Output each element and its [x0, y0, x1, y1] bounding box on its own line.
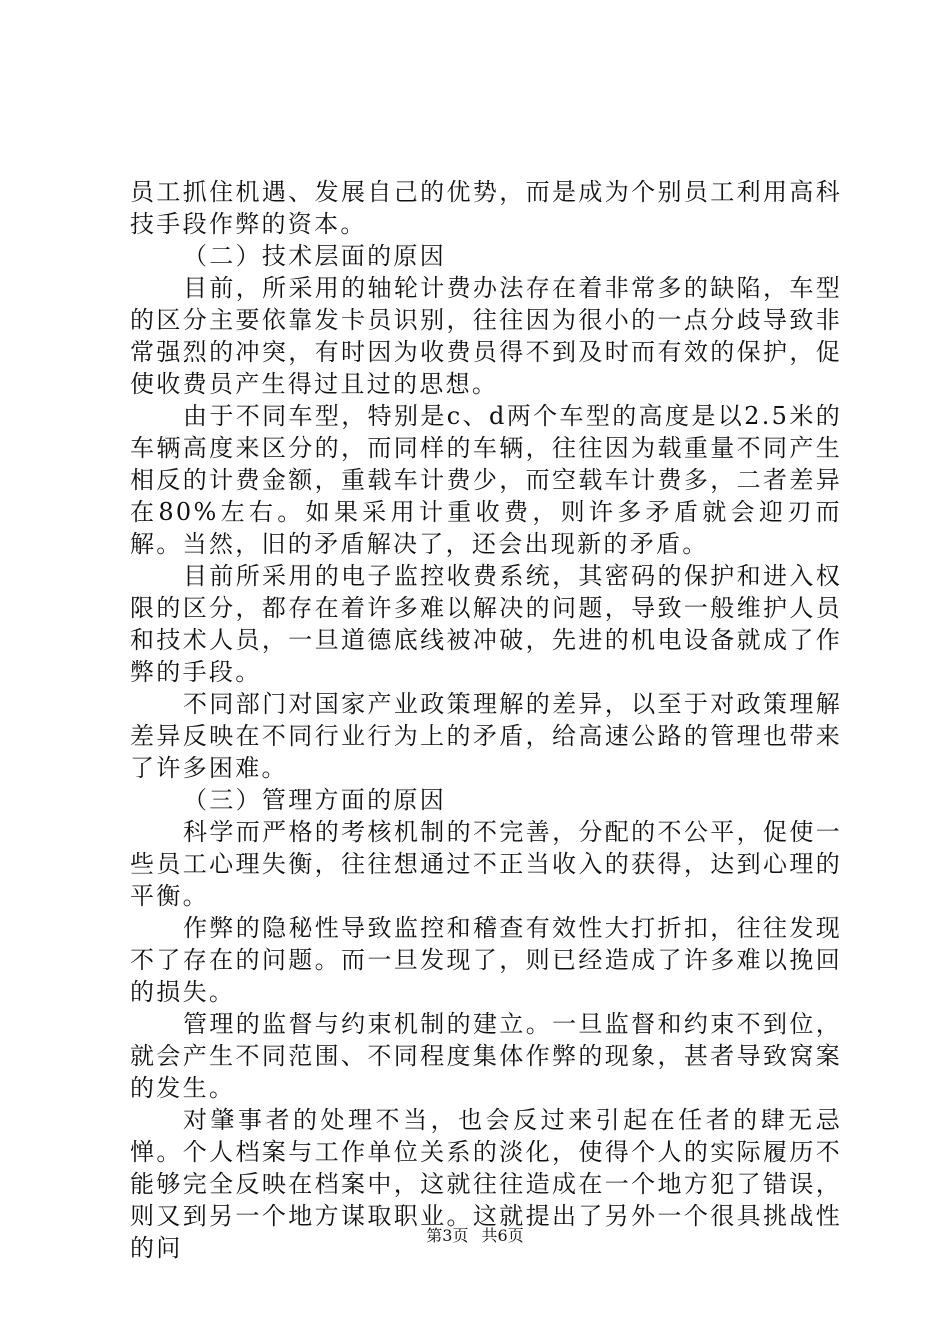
section-heading: （二）技术层面的原因	[183, 242, 446, 270]
paragraph: 作弊的隐秘性导致监控和稽查有效性大打折扣，往往发现不了存在的问题。而一旦发现了，则已经造成了许多难以挽回的损失。	[130, 914, 842, 1006]
paragraph: 不同部门对国家产业政策理解的差异，以至于对政策理解差异反映在不同行业行为上的矛盾，给高速公路的管理也带来了许多困难。	[130, 690, 842, 782]
document-body	[130, 176, 842, 1264]
paragraph: 管理的监督与约束机制的建立。一旦监督和约束不到位，就会产生不同范围、不同程度集体作弊的现象，甚者导致窝案的发生。	[130, 1010, 842, 1102]
paragraph: 科学而严格的考核机制的不完善，分配的不公平，促使一些员工心理失衡，往往想通过不正当收入的获得，达到心理的平衡。	[130, 818, 842, 910]
paragraph: 对肇事者的处理不当，也会反过来引起在任者的肆无忌惮。个人档案与工作单位关系的淡化，使得个人的实际履历不能够完全反映在档案中，这就往往造成在一个地方犯了错误，则又到另一个地方谋取职业。这就提出了另外一个很具挑战性的问	[130, 1106, 842, 1262]
paragraph: 目前所采用的电子监控收费系统，其密码的保护和进入权限的区分，都存在着许多难以解决的问题，导致一般维护人员和技术人员，一旦道德底线被冲破，先进的机电设备就成了作弊的手段。	[130, 562, 842, 686]
paragraph: 由于不同车型，特别是c、d两个车型的高度是以2.5米的车辆高度来区分的，而同样的车辆，往往因为载重量不同产生相反的计费金额，重载车计费少，而空载车计费多，二者差异在80%左右。如果采用计重收费，则许多矛盾就会迎刃而解。当然，旧的矛盾解决了，还会出现新的矛盾。	[130, 402, 842, 558]
page-footer	[0, 1226, 950, 1246]
page-total: 共6页	[481, 1226, 524, 1245]
paragraph: 目前，所采用的轴轮计费办法存在着非常多的缺陷，车型的区分主要依靠发卡员识别，往往因为很小的一点分歧导致非常强烈的冲突，有时因为收费员得不到及时而有效的保护，促使收费员产生得过且过的思想。	[130, 274, 842, 398]
page-number: 第3页	[426, 1226, 469, 1245]
paragraph: 员工抓住机遇、发展自己的优势，而是成为个别员工利用高科技手段作弊的资本。	[130, 178, 842, 238]
section-heading: （三）管理方面的原因	[183, 786, 446, 814]
